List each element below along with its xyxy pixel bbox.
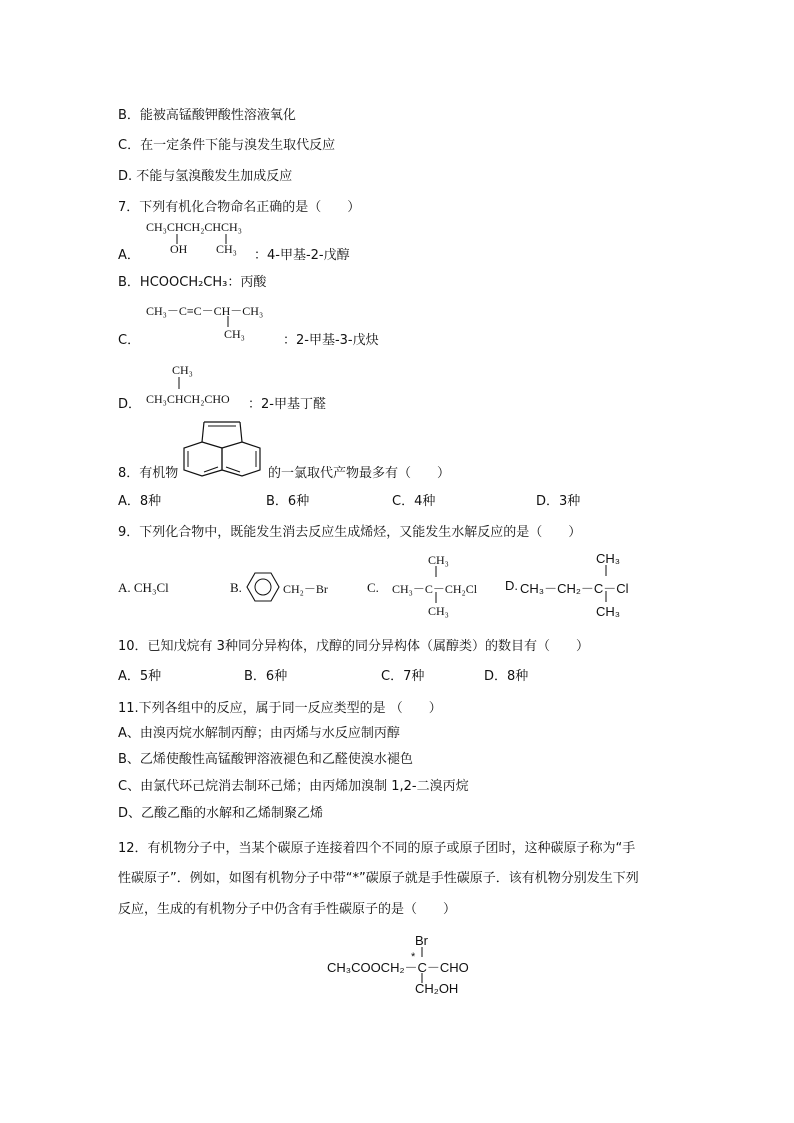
q7a-oh: OH [170, 242, 188, 256]
question-11: 11.下列各组中的反应，属于同一反应类型的是 （ ） [118, 701, 442, 716]
q12-formula: CH₃COOCH₂－C－CHO [327, 960, 469, 975]
q9c-formula: CH₃－C－CH₂Cl [392, 582, 478, 596]
question-7: 7．下列有机化合物命名正确的是（ ） [118, 200, 361, 215]
q12-chiral-star: * [411, 951, 416, 963]
question-10: 10．已知戊烷有 3种同分异构体，戊醇的同分异构体（属醇类）的数目有（ ） [118, 639, 589, 654]
q10-option-c: C．7种 [381, 669, 425, 684]
q7a-label: A． [118, 248, 140, 263]
q9-option-d-label: D. [505, 578, 518, 593]
q9c-ch3-bottom: CH₃ [428, 604, 449, 618]
q10-option-a: A．5种 [118, 669, 162, 684]
q11-option-b: B、乙烯使酸性高锰酸钾溶液褪色和乙醛使溴水褪色 [118, 752, 413, 767]
q12-br: Br [415, 933, 428, 948]
option-c: C．在一定条件下能与溴发生取代反应 [118, 138, 336, 153]
q7c-ch3: CH₃ [224, 327, 245, 341]
q9d-ch3-top: CH₃ [596, 551, 621, 566]
q7c-formula: CH₃－C≡C－CH－CH₃ [146, 304, 264, 318]
q9c-ch3-top: CH₃ [428, 553, 449, 567]
q9d-formula: CH₃－CH₂－C－Cl [520, 581, 629, 596]
q7a-bonds [140, 230, 260, 260]
q9-option-b-group: CH₂－Br [283, 582, 328, 596]
q7c-label: C． [118, 333, 141, 348]
question-12-line-2: 性碳原子”．例如，如图有机物分子中带“*”碳原子就是手性碳原子．该有机物分别发生下列 [118, 871, 639, 886]
q8-prefix: 8．有机物 [118, 466, 179, 481]
question-9: 9．下列化合物中，既能发生消去反应生成烯烃，又能发生水解反应的是（ ） [118, 525, 582, 540]
q11-option-c: C、由氯代环己烷消去制环己烯；由丙烯加溴制 1,2-二溴丙烷 [118, 779, 469, 794]
benzene-ring-icon [246, 571, 282, 603]
q11-option-d: D、乙酸乙酯的水解和乙烯制聚乙烯 [118, 806, 324, 821]
q8-suffix: 的一氯取代产物最多有（ ） [268, 466, 451, 481]
q7a-name: ：4-甲基-2-戊醇 [254, 248, 350, 263]
q9-option-a: A. CH₃Cl [118, 580, 169, 595]
q9-option-b-label: B. [230, 580, 242, 595]
q9d-ch3-bottom: CH₃ [596, 604, 621, 619]
q8-option-d: D．3种 [536, 494, 581, 509]
acenaphthylene-structure [180, 414, 270, 478]
q7b: B．HCOOCH₂CH₃：丙酸 [118, 275, 267, 290]
q9-option-c-label: C. [367, 580, 379, 595]
q7a-ch3: CH₃ [216, 242, 237, 256]
q8-option-b: B．6种 [266, 494, 310, 509]
option-b: B．能被高锰酸钾酸性溶液氧化 [118, 108, 296, 123]
q7d-formula: CH₃CHCH₂CHO [146, 392, 230, 406]
q10-option-b: B．6种 [244, 669, 288, 684]
q8-option-c: C．4种 [392, 494, 436, 509]
option-d: D. 不能与氢溴酸发生加成反应 [118, 169, 293, 184]
question-12-line-1: 12．有机物分子中，当某个碳原子连接着四个不同的原子或原子团时，这种碳原子称为“手 [118, 841, 636, 856]
question-12-line-3: 反应，生成的有机物分子中仍含有手性碳原子的是（ ） [118, 902, 457, 917]
q7a-formula-top: CH₃CHCH₂CHCH₃ [146, 220, 242, 234]
q7c-name: ：2-甲基-3-戊炔 [283, 333, 379, 348]
q10-option-d: D．8种 [484, 669, 529, 684]
q7d-ch3: CH₃ [172, 363, 193, 377]
q11-option-a: A、由溴丙烷水解制丙醇；由丙烯与水反应制丙醇 [118, 726, 400, 741]
q8-option-a: A．8种 [118, 494, 162, 509]
q12-ch2oh: CH₂OH [415, 981, 459, 996]
q7d-label: D． [118, 397, 142, 412]
q7d-name: ：2-甲基丁醛 [248, 397, 326, 412]
q7d-bond [170, 374, 190, 394]
